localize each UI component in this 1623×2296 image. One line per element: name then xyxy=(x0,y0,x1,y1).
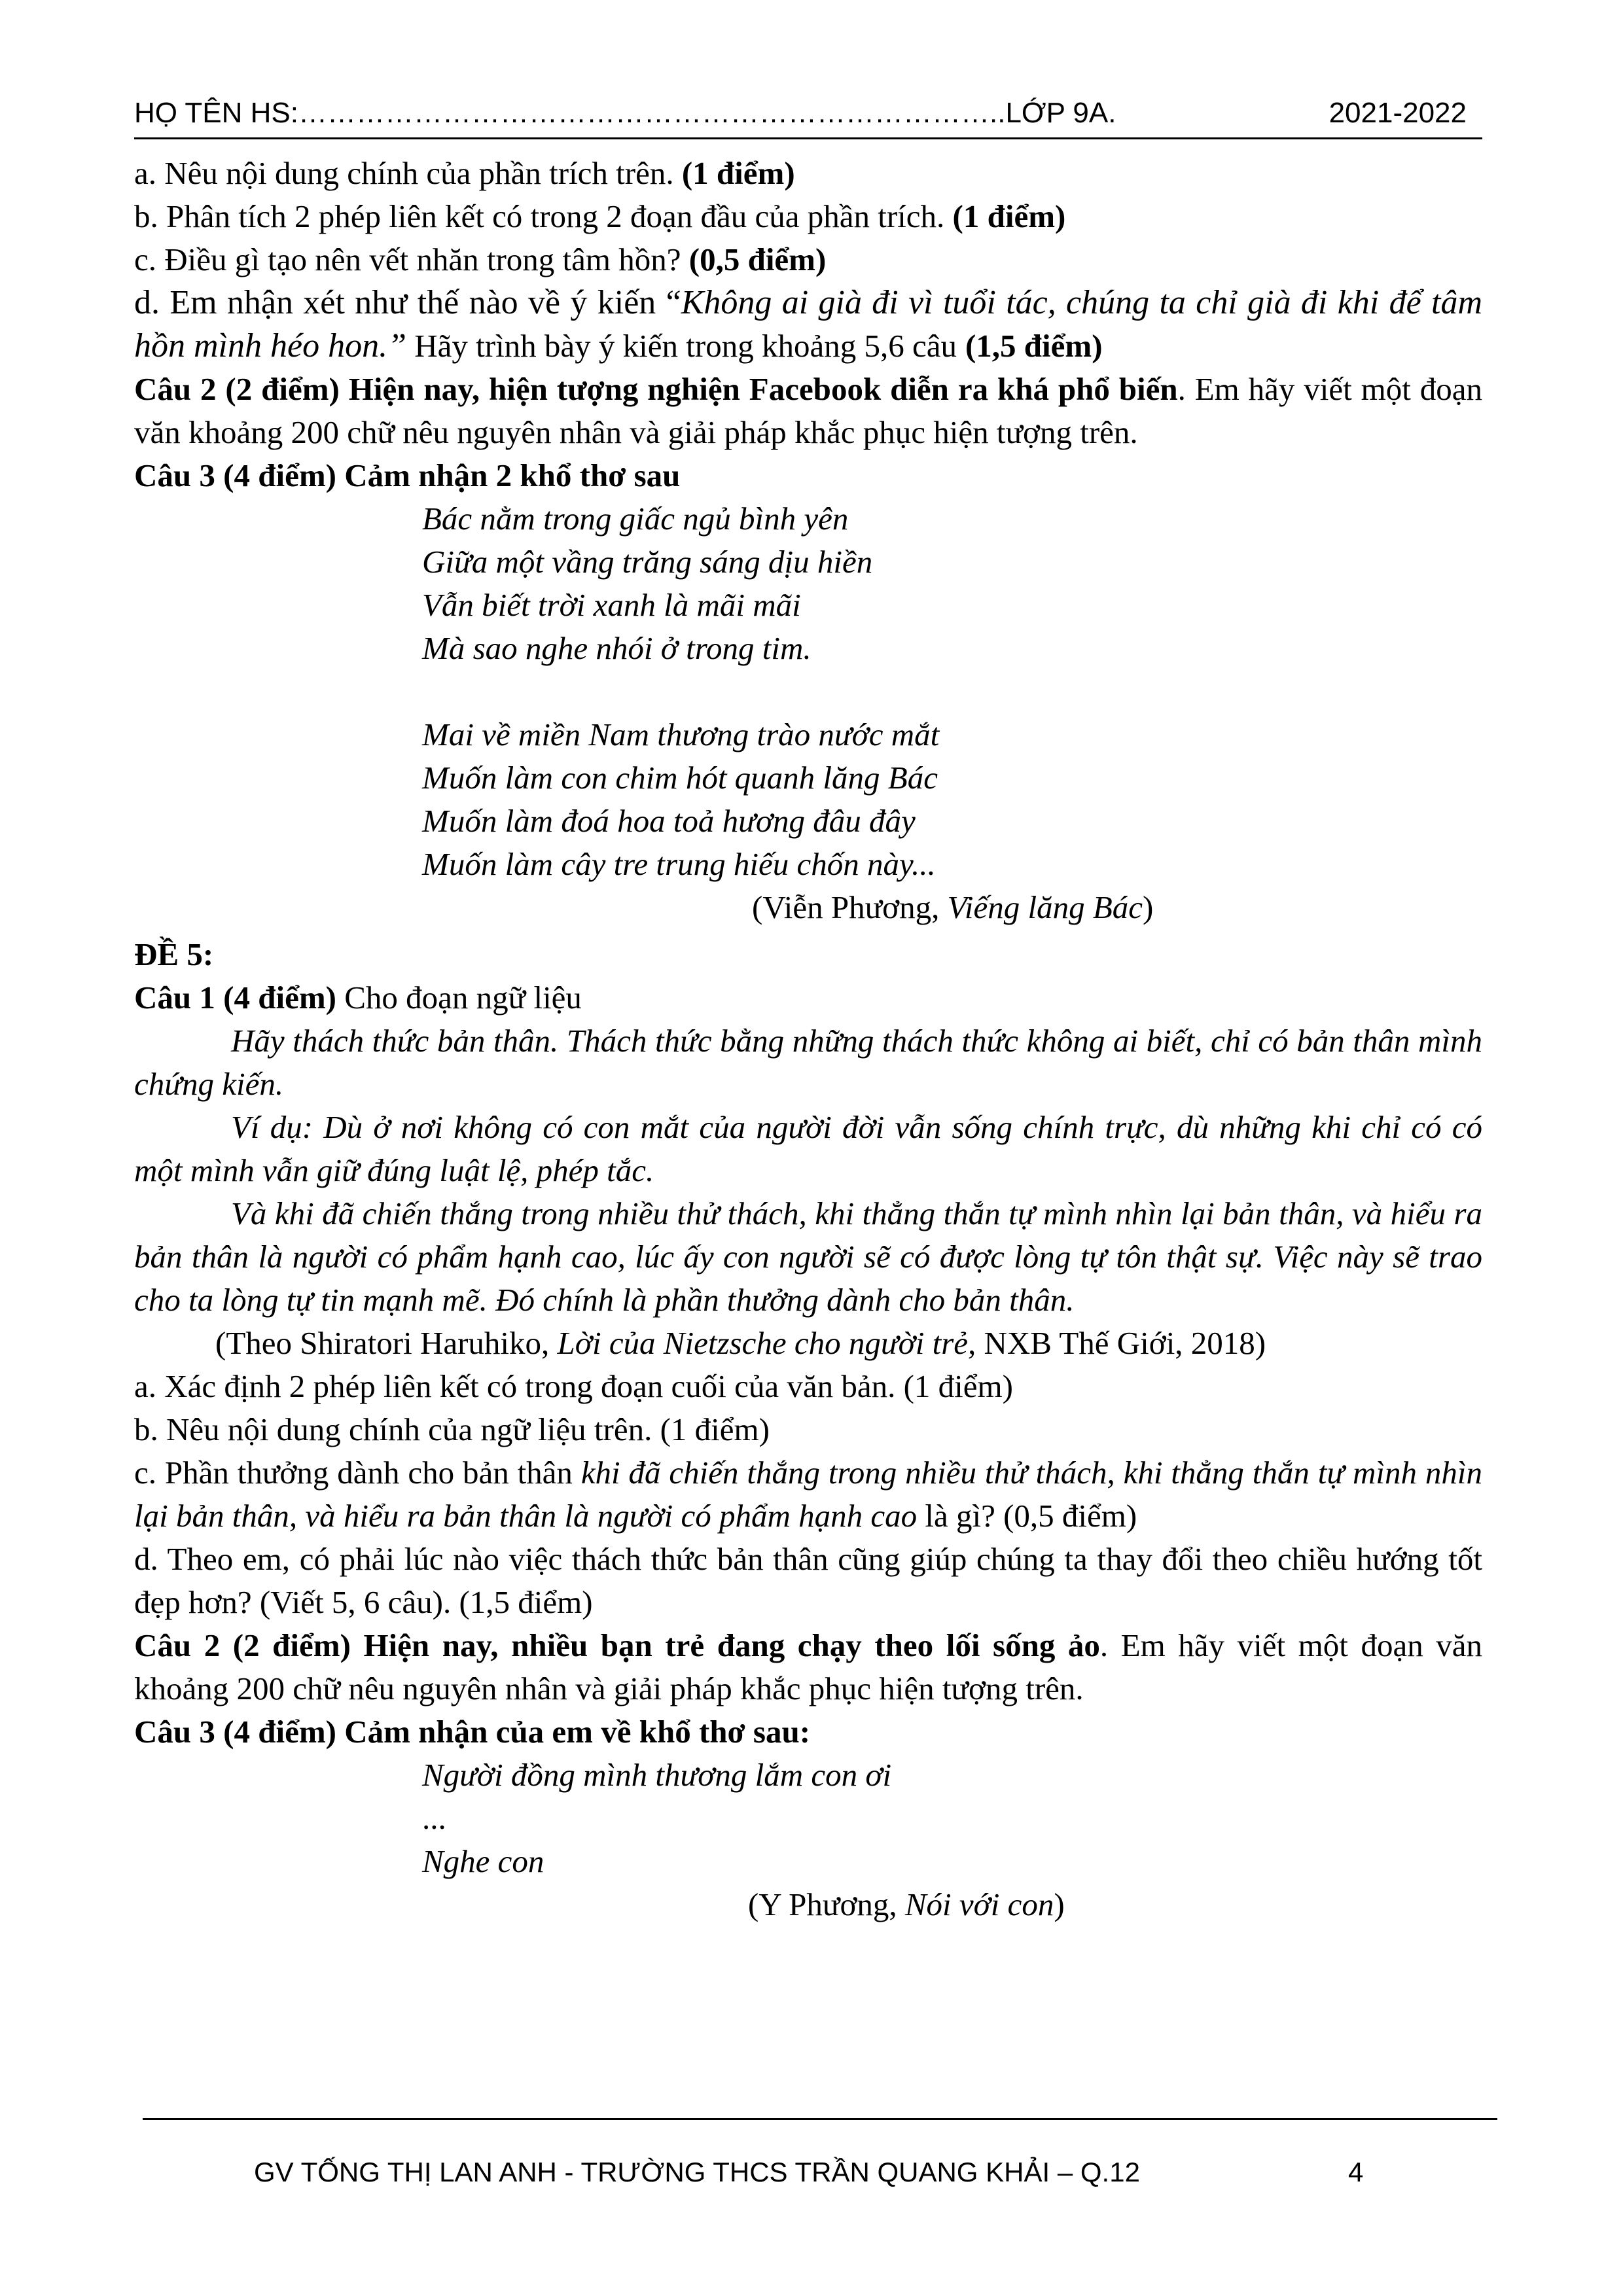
document-body xyxy=(134,152,1482,1926)
poem-line: Mai về miền Nam thương trào nước mắt xyxy=(422,716,940,752)
question-c: c. Điều gì tạo nên vết nhăn trong tâm hồn? (0,5 điểm) xyxy=(134,241,827,277)
section-title: ĐỀ 5: xyxy=(134,936,214,972)
header-school-year: 2021-2022 xyxy=(1329,97,1467,129)
question-b: b. Nêu nội dung chính của ngữ liệu trên. (1 điểm) xyxy=(134,1411,770,1447)
question-2: Câu 2 (2 điểm) Hiện nay, hiện tượng nghiện Facebook diễn ra khá phổ biến. Em hãy viết một đoạn văn khoảng 200 chữ nêu nguyên nhân và giải pháp khắc phục hiện tượng trên. xyxy=(134,371,1483,450)
question-3: Câu 3 (4 điểm) Cảm nhận 2 khổ thơ sau xyxy=(134,457,681,493)
header-student-name-class: HỌ TÊN HS:………………………………………………………………..LỚP 9A. xyxy=(134,97,1116,129)
poem-source: (Y Phương, Nói với con) xyxy=(748,1886,1065,1922)
poem-stanza-1 xyxy=(422,497,1482,670)
question-d: d. Em nhận xét như thế nào về ý kiến “Không ai già đi vì tuổi tác, chúng ta chỉ già đi khi để tâm hồn mình héo hon.” Hãy trình bày ý kiến trong khoảng 5,6 câu (1,5 điểm) xyxy=(134,284,1483,364)
page-footer: GV TỐNG THỊ LAN ANH - TRƯỜNG THCS TRẦN QUANG KHẢI – Q.12 xyxy=(254,2157,1140,2187)
poem-line: ... xyxy=(422,1800,446,1836)
question-2: Câu 2 (2 điểm) Hiện nay, nhiều bạn trẻ đang chạy theo lối sống ảo. Em hãy viết một đoạn văn khoảng 200 chữ nêu nguyên nhân và giải pháp khắc phục hiện tượng trên. xyxy=(134,1627,1483,1706)
excerpt-paragraph: Hãy thách thức bản thân. Thách thức bằng những thách thức không ai biết, chỉ có bản thân mình chứng kiến. xyxy=(134,1023,1482,1102)
question-c: c. Phần thưởng dành cho bản thân khi đã chiến thắng trong nhiều thử thách, khi thẳng thắn tự mình nhìn lại bản thân, và hiểu ra bản thân là người có phẩm hạnh cao là gì? (0,5 điểm) xyxy=(134,1455,1482,1534)
poem-line: Vẫn biết trời xanh là mãi mãi xyxy=(422,587,801,623)
poem-excerpt xyxy=(422,1754,1482,1883)
excerpt-paragraph: Ví dụ: Dù ở nơi không có con mắt của người đời vẫn sống chính trực, dù những khi chỉ có có một mình vẫn giữ đúng luật lệ, phép tắc. xyxy=(134,1109,1482,1188)
excerpt-reference: (Theo Shiratori Haruhiko, Lời của Nietzsche cho người trẻ, NXB Thế Giới, 2018) xyxy=(215,1325,1266,1361)
poem-stanza-2 xyxy=(422,713,1482,886)
poem-source: (Viễn Phương, Viếng lăng Bác) xyxy=(752,889,1154,925)
excerpt-paragraph: Và khi đã chiến thắng trong nhiều thử thách, khi thẳng thắn tự mình nhìn lại bản thân, và hiểu ra bản thân là người có phẩm hạnh cao, lúc ấy con người sẽ có được lòng tự tôn thật sự. Việc này sẽ trao cho ta lòng tự tin mạnh mẽ. Đó chính là phần thưởng dành cho bản thân. xyxy=(134,1195,1482,1318)
poem-line: Muốn làm con chim hót quanh lăng Bác xyxy=(422,760,938,796)
page-number: 4 xyxy=(1348,2157,1364,2187)
poem-line: Mà sao nghe nhói ở trong tim. xyxy=(422,630,812,666)
question-d: d. Theo em, có phải lúc nào việc thách thức bản thân cũng giúp chúng ta thay đổi theo chiều hướng tốt đẹp hơn? (Viết 5, 6 câu). (1,5 điểm) xyxy=(134,1541,1482,1620)
question-a: a. Nêu nội dung chính của phần trích trên. (1 điểm) xyxy=(134,155,795,191)
poem-line: Nghe con xyxy=(422,1843,544,1879)
question-3: Câu 3 (4 điểm) Cảm nhận của em về khổ thơ sau: xyxy=(134,1714,811,1750)
poem-line: Bác nằm trong giấc ngủ bình yên xyxy=(422,501,849,537)
poem-line: Giữa một vầng trăng sáng dịu hiền xyxy=(422,544,873,580)
poem-line: Muốn làm đoá hoa toả hương đâu đây xyxy=(422,803,916,839)
question-b: b. Phân tích 2 phép liên kết có trong 2 đoạn đầu của phần trích. (1 điểm) xyxy=(134,198,1066,234)
question-a: a. Xác định 2 phép liên kết có trong đoạn cuối của văn bản. (1 điểm) xyxy=(134,1368,1013,1404)
poem-line: Người đồng mình thương lắm con ơi xyxy=(422,1757,892,1793)
poem-line: Muốn làm cây tre trung hiếu chốn này... xyxy=(422,846,936,882)
page-header xyxy=(134,97,1482,139)
footer-divider xyxy=(143,2118,1497,2120)
question-1: Câu 1 (4 điểm) Cho đoạn ngữ liệu xyxy=(134,980,582,1016)
